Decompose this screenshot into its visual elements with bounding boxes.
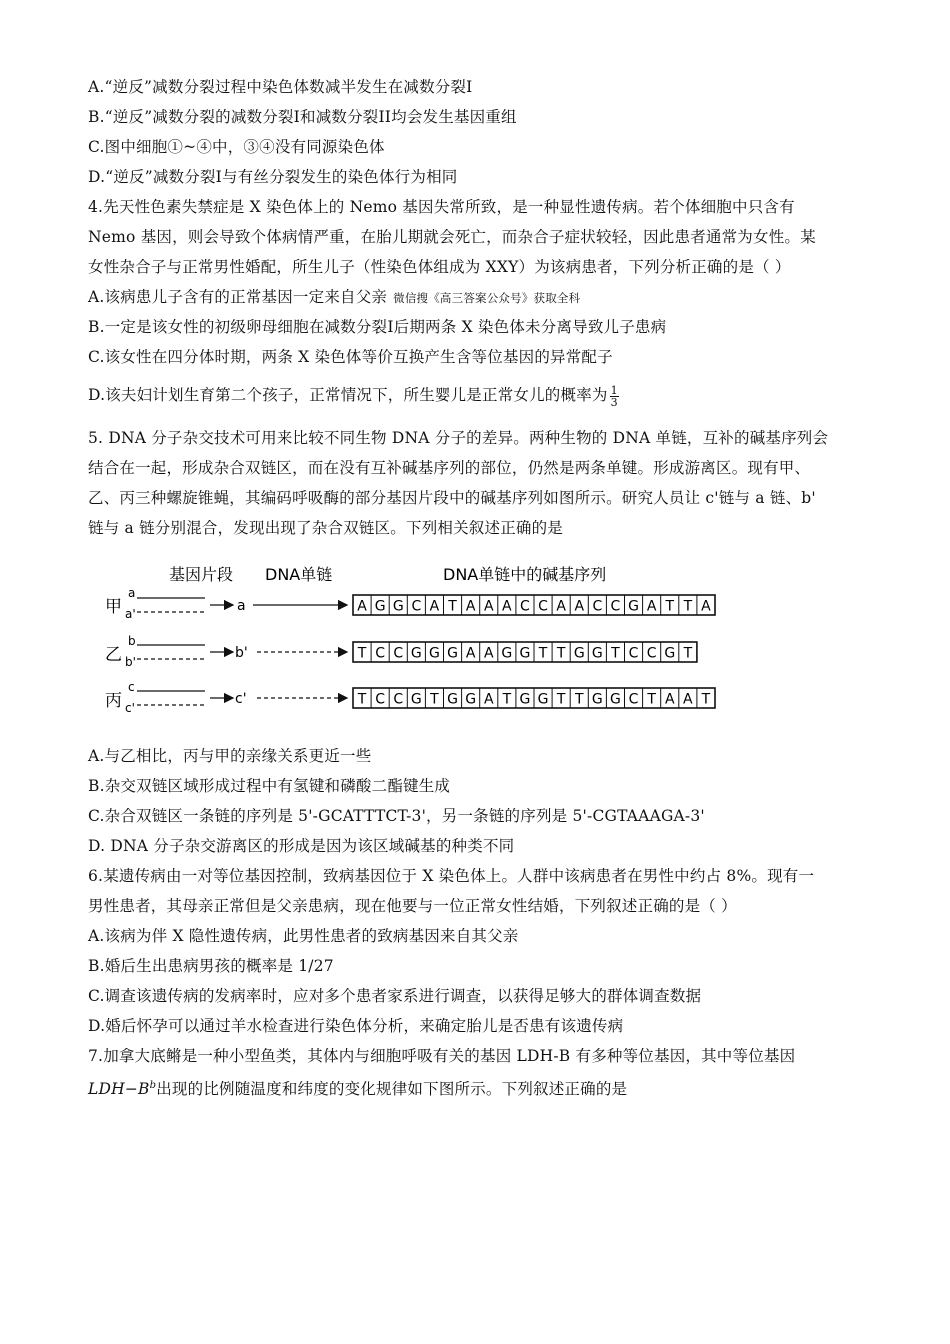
strand-label-a-prime: a'	[125, 607, 136, 621]
base-letter: T	[574, 691, 584, 708]
base-letter: T	[538, 645, 548, 662]
dna-sequence-figure	[95, 560, 735, 725]
q5-stem-line3: 乙、丙三种螺旋锥蝇，其编码呼吸酶的部分基因片段中的碱基序列如图所示。研究人员让 c'链与 a 链、b'	[88, 489, 816, 507]
base-letter: T	[556, 691, 566, 708]
q7-stem-line1: 7.加拿大底鳉是一种小型鱼类，其体内与细胞呼吸有关的基因 LDH-B 有多种等位基因，其中等位基因	[88, 1047, 796, 1065]
base-letter: C	[520, 598, 530, 615]
base-letter: G	[429, 645, 440, 662]
species-label-jia: 甲	[105, 597, 122, 617]
q6-option-c: C.调查该遗传病的发病率时，应对多个患者家系进行调查，以获得足够大的群体调查数据	[88, 987, 702, 1005]
base-letter: A	[502, 598, 512, 615]
base-letter: A	[646, 598, 657, 615]
base-letter: A	[664, 691, 675, 708]
strand-label-c: c	[128, 680, 135, 694]
q4-option-c: C.该女性在四分体时期，两条 X 染色体等价互换产生含等位基因的异常配子	[88, 348, 613, 366]
base-letter: A	[483, 598, 494, 615]
base-letter: T	[701, 691, 711, 708]
base-letter: C	[628, 691, 639, 708]
q6-option-a: A.该病为伴 X 隐性遗传病，此男性患者的致病基因来自其父亲	[88, 927, 519, 945]
strand-label-a: a	[128, 586, 136, 600]
base-letter: T	[683, 598, 693, 615]
base-letter: C	[375, 645, 386, 662]
base-letter: G	[519, 691, 531, 708]
q6-option-d: D.婚后怀孕可以通过羊水检查进行染色体分析，来确定胎儿是否患有该遗传病	[88, 1017, 624, 1035]
q6-stem-line1: 6.某遗传病由一对等位基因控制，致病基因位于 X 染色体上。人群中该病患者在男性中约占 8%。现有一	[88, 867, 815, 885]
base-letter: A	[465, 645, 476, 662]
chain-label-c-prime: c'	[235, 691, 247, 707]
species-label-bing: 丙	[105, 691, 122, 711]
q4-option-a	[88, 286, 580, 309]
q4-stem-line1: 4.先天性色素失禁症是 X 染色体上的 Nemo 基因失常所致，是一种显性遗传病。若个体细胞中只含有	[88, 198, 795, 216]
base-letter: C	[393, 691, 404, 708]
base-letter: A	[683, 691, 693, 708]
gene-superscript: b	[149, 1080, 157, 1091]
q3-option-b: B.“逆反”减数分裂的减数分裂I和减数分裂II均会发生基因重组	[88, 108, 517, 126]
sequence-rows	[353, 595, 715, 708]
base-letter: A	[483, 691, 494, 708]
base-letter: A	[701, 598, 711, 615]
q4-stem-line3: 女性杂合子与正常男性婚配，所生儿子（性染色体组成为 XXY）为该病患者，下列分析正确的是（ ）	[88, 258, 791, 276]
base-letter: C	[411, 598, 422, 615]
base-letter: G	[537, 691, 549, 708]
base-letter: G	[664, 645, 676, 662]
q6-option-b: B.婚后生出患病男孩的概率是 1/27	[88, 957, 334, 975]
q4-option-d-text: D.该夫妇计划生育第二个孩子，正常情况下，所生婴儿是正常女儿的概率为	[88, 386, 608, 404]
q5-option-c: C.杂合双链区一条链的序列是 5'-GCATTTCT-3'，另一条链的序列是 5'-CGTAAAGA-3'	[88, 807, 705, 825]
base-letter: G	[447, 691, 458, 708]
base-letter: T	[502, 691, 512, 708]
chain-label-a: a	[237, 598, 246, 614]
watermark-text: 微信搜《高三答案公众号》获取全科	[393, 291, 581, 305]
q3-option-d: D.“逆反”减数分裂I与有丝分裂发生的染色体行为相同	[88, 168, 458, 186]
base-letter: A	[556, 598, 566, 615]
q6-stem-line2: 男性患者，其母亲正常但是父亲患病，现在他要与一位正常女性结婚，下列叙述正确的是（ ）	[88, 897, 737, 915]
base-letter: T	[357, 691, 367, 708]
base-letter: C	[610, 598, 621, 615]
base-letter: A	[465, 598, 476, 615]
q5-option-a: A.与乙相比，丙与甲的亲缘关系更近一些	[88, 747, 372, 765]
header-gene-fragment: 基因片段	[169, 565, 234, 584]
base-letter: G	[628, 598, 639, 615]
q3-option-c: C.图中细胞①~④中，③④没有同源染色体	[88, 138, 385, 156]
base-letter: G	[519, 645, 531, 662]
q5-stem-line4: 链与 a 链分别混合，发现出现了杂合双链区。下列相关叙述正确的是	[88, 519, 563, 537]
base-letter: T	[357, 645, 367, 662]
fraction-denominator: 3	[610, 395, 618, 409]
q5-option-d: D. DNA 分子杂交游离区的形成是因为该区域碱基的种类不同	[88, 837, 515, 855]
strand-label-c-prime: c'	[125, 701, 135, 715]
header-dna-single-strand: DNA单链	[265, 565, 333, 584]
q4-option-d	[88, 384, 619, 408]
q4-option-b: B.一定是该女性的初级卵母细胞在减数分裂I后期两条 X 染色体未分离导致儿子患病	[88, 318, 667, 336]
base-letter: T	[683, 645, 693, 662]
base-letter: G	[501, 645, 513, 662]
base-letter: T	[611, 645, 620, 662]
q3-option-a: A.“逆反”减数分裂过程中染色体数减半发生在减数分裂I	[88, 78, 473, 96]
base-letter: G	[392, 598, 404, 615]
base-letter: T	[430, 691, 439, 708]
q4-stem-line2: Nemo 基因，则会导致个体病情严重，在胎儿期就会死亡，而杂合子症状较轻，因此患者通常为女性。某	[88, 228, 816, 246]
base-letter: A	[574, 598, 585, 615]
base-letter: C	[592, 598, 603, 615]
base-letter: T	[647, 691, 656, 708]
base-letter: C	[538, 598, 548, 615]
base-letter: T	[665, 598, 675, 615]
base-letter: G	[410, 645, 422, 662]
chain-label-b-prime: b'	[235, 645, 248, 661]
base-letter: G	[447, 645, 458, 662]
base-letter: T	[448, 598, 457, 615]
base-letter: G	[591, 691, 603, 708]
q4-option-a-text: A.该病患儿子含有的正常基因一定来自父亲	[88, 288, 388, 306]
base-letter: A	[483, 645, 494, 662]
gene-symbol: LDH−B	[88, 1080, 150, 1099]
base-letter: G	[591, 645, 603, 662]
base-letter: G	[465, 691, 477, 708]
base-letter: C	[646, 645, 657, 662]
fraction-numerator: 1	[610, 383, 618, 397]
base-letter: A	[357, 598, 367, 615]
q7-stem-line2-text: 出现的比例随温度和纬度的变化规律如下图所示。下列叙述正确的是	[156, 1080, 628, 1099]
base-letter: C	[628, 645, 639, 662]
q5-option-b: B.杂交双链区域形成过程中有氢键和磷酸二酯键生成	[88, 777, 451, 795]
base-letter: G	[610, 691, 621, 708]
strand-label-b: b	[128, 634, 136, 648]
q7-stem-line2	[88, 1075, 627, 1100]
base-letter: A	[429, 598, 440, 615]
fraction-one-third	[610, 385, 619, 408]
species-label-yi: 乙	[105, 645, 122, 665]
base-letter: C	[375, 691, 386, 708]
base-letter: G	[374, 598, 386, 615]
header-base-sequence: DNA单链中的碱基序列	[443, 565, 607, 584]
q5-stem-line2: 结合在一起，形成杂合双链区，而在没有互补碱基序列的部位，仍然是两条单键。形成游离区。现有甲、	[88, 459, 811, 477]
base-letter: G	[573, 645, 585, 662]
base-letter: T	[556, 645, 566, 662]
base-letter: G	[410, 691, 422, 708]
q5-stem-line1: 5. DNA 分子杂交技术可用来比较不同生物 DNA 分子的差异。两种生物的 DNA 单链，互补的碱基序列会	[88, 429, 829, 447]
strand-label-b-prime: b'	[125, 655, 136, 669]
base-letter: C	[393, 645, 404, 662]
